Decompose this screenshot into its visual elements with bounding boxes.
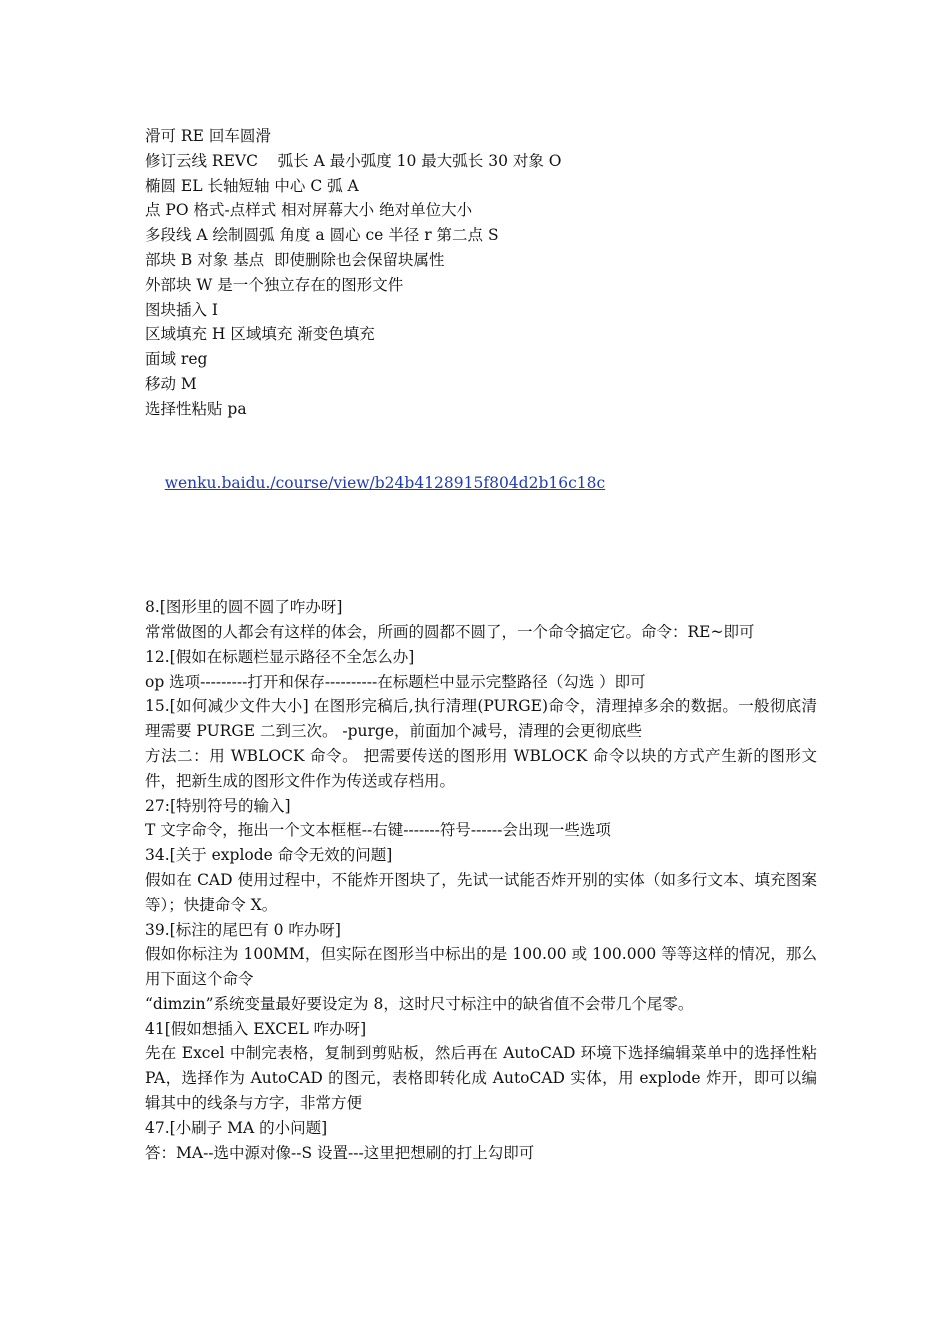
document-page <box>145 124 817 1165</box>
tip-body: 答：MA--选中源对像--S 设置---这里把想刷的打上勾即可 <box>145 1143 535 1162</box>
tip-heading: 41[假如想插入 EXCEL 咋办呀] <box>145 1019 367 1038</box>
source-link[interactable]: wenku.baidu./course/view/b24b4128915f804d2b16c18c <box>164 474 606 493</box>
tip-body: “dimzin”系统变量最好要设定为 8，这时尺寸标注中的缺省值不会带几个尾零。 <box>145 994 694 1013</box>
tip-heading: 39.[标注的尾巴有 0 咋办呀] <box>145 920 341 939</box>
tip-body: T 文字命令，拖出一个文本框框--右键-------符号------会出现一些选项 <box>145 821 611 840</box>
tip-heading: 8.[图形里的圆不圆了咋办呀] <box>145 598 343 617</box>
command-line: 移动 M <box>145 374 197 393</box>
tip-heading: 27:[特别符号的输入] <box>145 796 291 815</box>
command-line: 图块插入 I <box>145 300 219 319</box>
tip-body: 先在 Excel 中制完表格，复制到剪贴板，然后再在 AutoCAD 环境下选择编辑菜单中的选择性粘 PA，选择作为 AutoCAD 的图元，表格即转化成 AutoCAD 实体，用 explode 炸开，即可以编辑其中的线条与方字，非常方便 <box>145 1044 817 1113</box>
tips-section <box>145 595 817 1165</box>
tip-body: op 选项---------打开和保存----------在标题栏中显示完整路径（勾选 ）即可 <box>145 672 646 691</box>
tip-body: 假如你标注为 100MM，但实际在图形当中标出的是 100.00 或 100.000 等等这样的情况，那么用下面这个命令 <box>145 945 817 989</box>
command-line: 滑可 RE 回车圆滑 <box>145 127 271 145</box>
command-line: 面域 reg <box>145 350 208 369</box>
command-line: 修订云线 REVC 弧长 A 最小弧度 10 最大弧长 30 对象 O <box>145 151 562 170</box>
command-line: 椭圆 EL 长轴短轴 中心 C 弧 A <box>145 176 359 195</box>
blank-gap <box>145 521 817 595</box>
tip-body: 方法二：用 WBLOCK 命令。 把需要传送的图形用 WBLOCK 命令以块的方式产生新的图形文件，把新生成的图形文件作为传送或存档用。 <box>145 746 817 790</box>
source-link-line <box>145 446 817 520</box>
tip-heading: 34.[关于 explode 命令无效的问题] <box>145 846 393 865</box>
tip-body: 15.[如何减少文件大小] 在图形完稿后,执行清理(PURGE)命令，清理掉多余的数据。一般彻底清理需要 PURGE 二到三次。 -purge，前面加个减号，清理的会更彻底些 <box>145 697 817 741</box>
command-line: 外部块 W 是一个独立存在的图形文件 <box>145 275 404 294</box>
command-line: 点 PO 格式-点样式 相对屏幕大小 绝对单位大小 <box>145 201 473 220</box>
tip-heading: 47.[小刷子 MA 的小问题] <box>145 1118 328 1137</box>
tip-body: 常常做图的人都会有这样的体会，所画的圆都不圆了，一个命令搞定它。命令：RE~即可 <box>145 622 755 641</box>
command-line: 区域填充 H 区域填充 渐变色填充 <box>145 325 375 344</box>
command-line: 多段线 A 绘制圆弧 角度 a 圆心 ce 半径 r 第二点 S <box>145 226 499 245</box>
command-list <box>145 124 817 422</box>
tip-body: 假如在 CAD 使用过程中，不能炸开图块了，先试一试能否炸开别的实体（如多行文本、填充图案等）；快捷命令 X。 <box>145 870 817 914</box>
blank-line <box>145 422 817 447</box>
tip-heading: 12.[假如在标题栏显示路径不全怎么办] <box>145 647 415 666</box>
command-line: 选择性粘贴 pa <box>145 399 247 418</box>
command-line: 部块 B 对象 基点 即使删除也会保留块属性 <box>145 250 445 269</box>
